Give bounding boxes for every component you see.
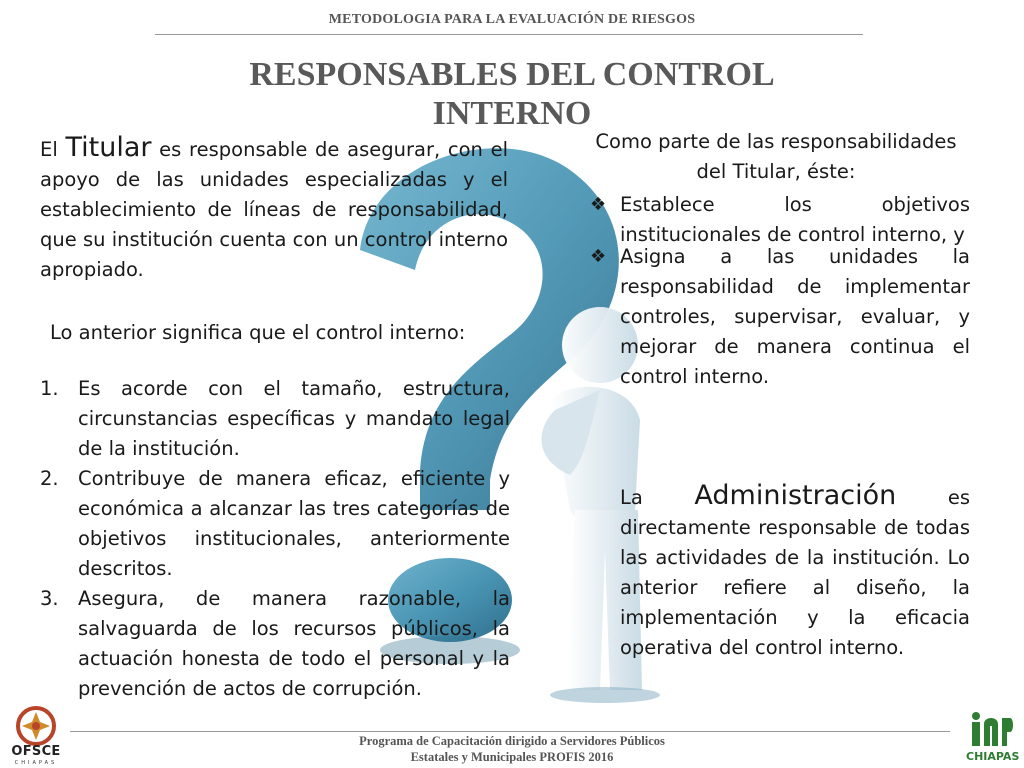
figure-shadow — [550, 687, 660, 703]
bullet-item: ❖ Asigna a las unidades la responsabilidad de implementar controles, supervisar, evaluar, y mejorar de manera continua el control interno. — [588, 242, 970, 392]
ofsce-logo-name: OFSCE — [11, 744, 61, 759]
footer-line-2: Estatales y Municipales PROFIS 2016 — [410, 750, 614, 764]
bullet-list — [588, 190, 970, 392]
diamond-bullet-icon: ❖ — [590, 246, 607, 267]
slide-title-line-1: RESPONSABLES DEL CONTROL — [249, 56, 775, 93]
list-item: 1. Es acorde con el tamaño, estructura, circunstancias específicas y mandato legal de la institución. — [40, 377, 510, 460]
titular-responsibilities-lead: Como parte de las responsabilidades del Titular, éste: — [595, 130, 957, 183]
titular-paragraph: El Titular es responsable de asegurar, con el apoyo de las unidades especializadas y el establecimiento de líneas de responsabilidad, que su institución cuenta con un control interno apropiado. — [40, 132, 508, 281]
footer-line-1: Programa de Capacitación dirigido a Servidores Públicos — [359, 734, 665, 748]
list-item: 3. Asegura, de manera razonable, la salvaguarda de los recursos públicos, la actuación honesta de todo el personal y la prevención de actos de corrupción. — [40, 587, 510, 700]
header-title: METODOLOGIA PARA LA EVALUACIÓN DE RIESGOS — [328, 12, 696, 27]
iap-chiapas-logo — [966, 712, 1018, 766]
titular-emphasis: Titular — [65, 132, 152, 163]
footer-text — [260, 733, 764, 765]
list-item: 2. Contribuye de manera eficaz, eficiente y económica a alcanzar las tres categorías de objetivos institucionales, anteriormente descritos. — [40, 467, 510, 580]
slide-title — [180, 55, 844, 133]
control-interno-lead: Lo anterior significa que el control interno: — [50, 321, 466, 344]
numbered-list — [40, 374, 510, 704]
iap-logo-name: CHIAPAS — [966, 750, 1020, 763]
slide-title-line-2: INTERNO — [432, 95, 592, 132]
administracion-emphasis: Administración — [694, 480, 897, 511]
ofsce-logo-sub: CHIAPAS — [14, 760, 58, 766]
diamond-bullet-icon: ❖ — [590, 194, 607, 215]
header-divider — [155, 34, 863, 35]
ofsce-logo — [6, 706, 66, 768]
bullet-item: ❖ Establece los objetivos institucionales de control interno, y — [588, 190, 970, 250]
footer-divider — [70, 731, 950, 732]
iap-emblem-icon — [970, 712, 1014, 748]
ofsce-emblem-icon — [16, 706, 56, 746]
administracion-paragraph: La Administración es directamente responsable de todas las actividades de la institución. Lo anterior refiere al diseño, la implementación y la eficacia operativa del control interno. — [620, 480, 971, 659]
